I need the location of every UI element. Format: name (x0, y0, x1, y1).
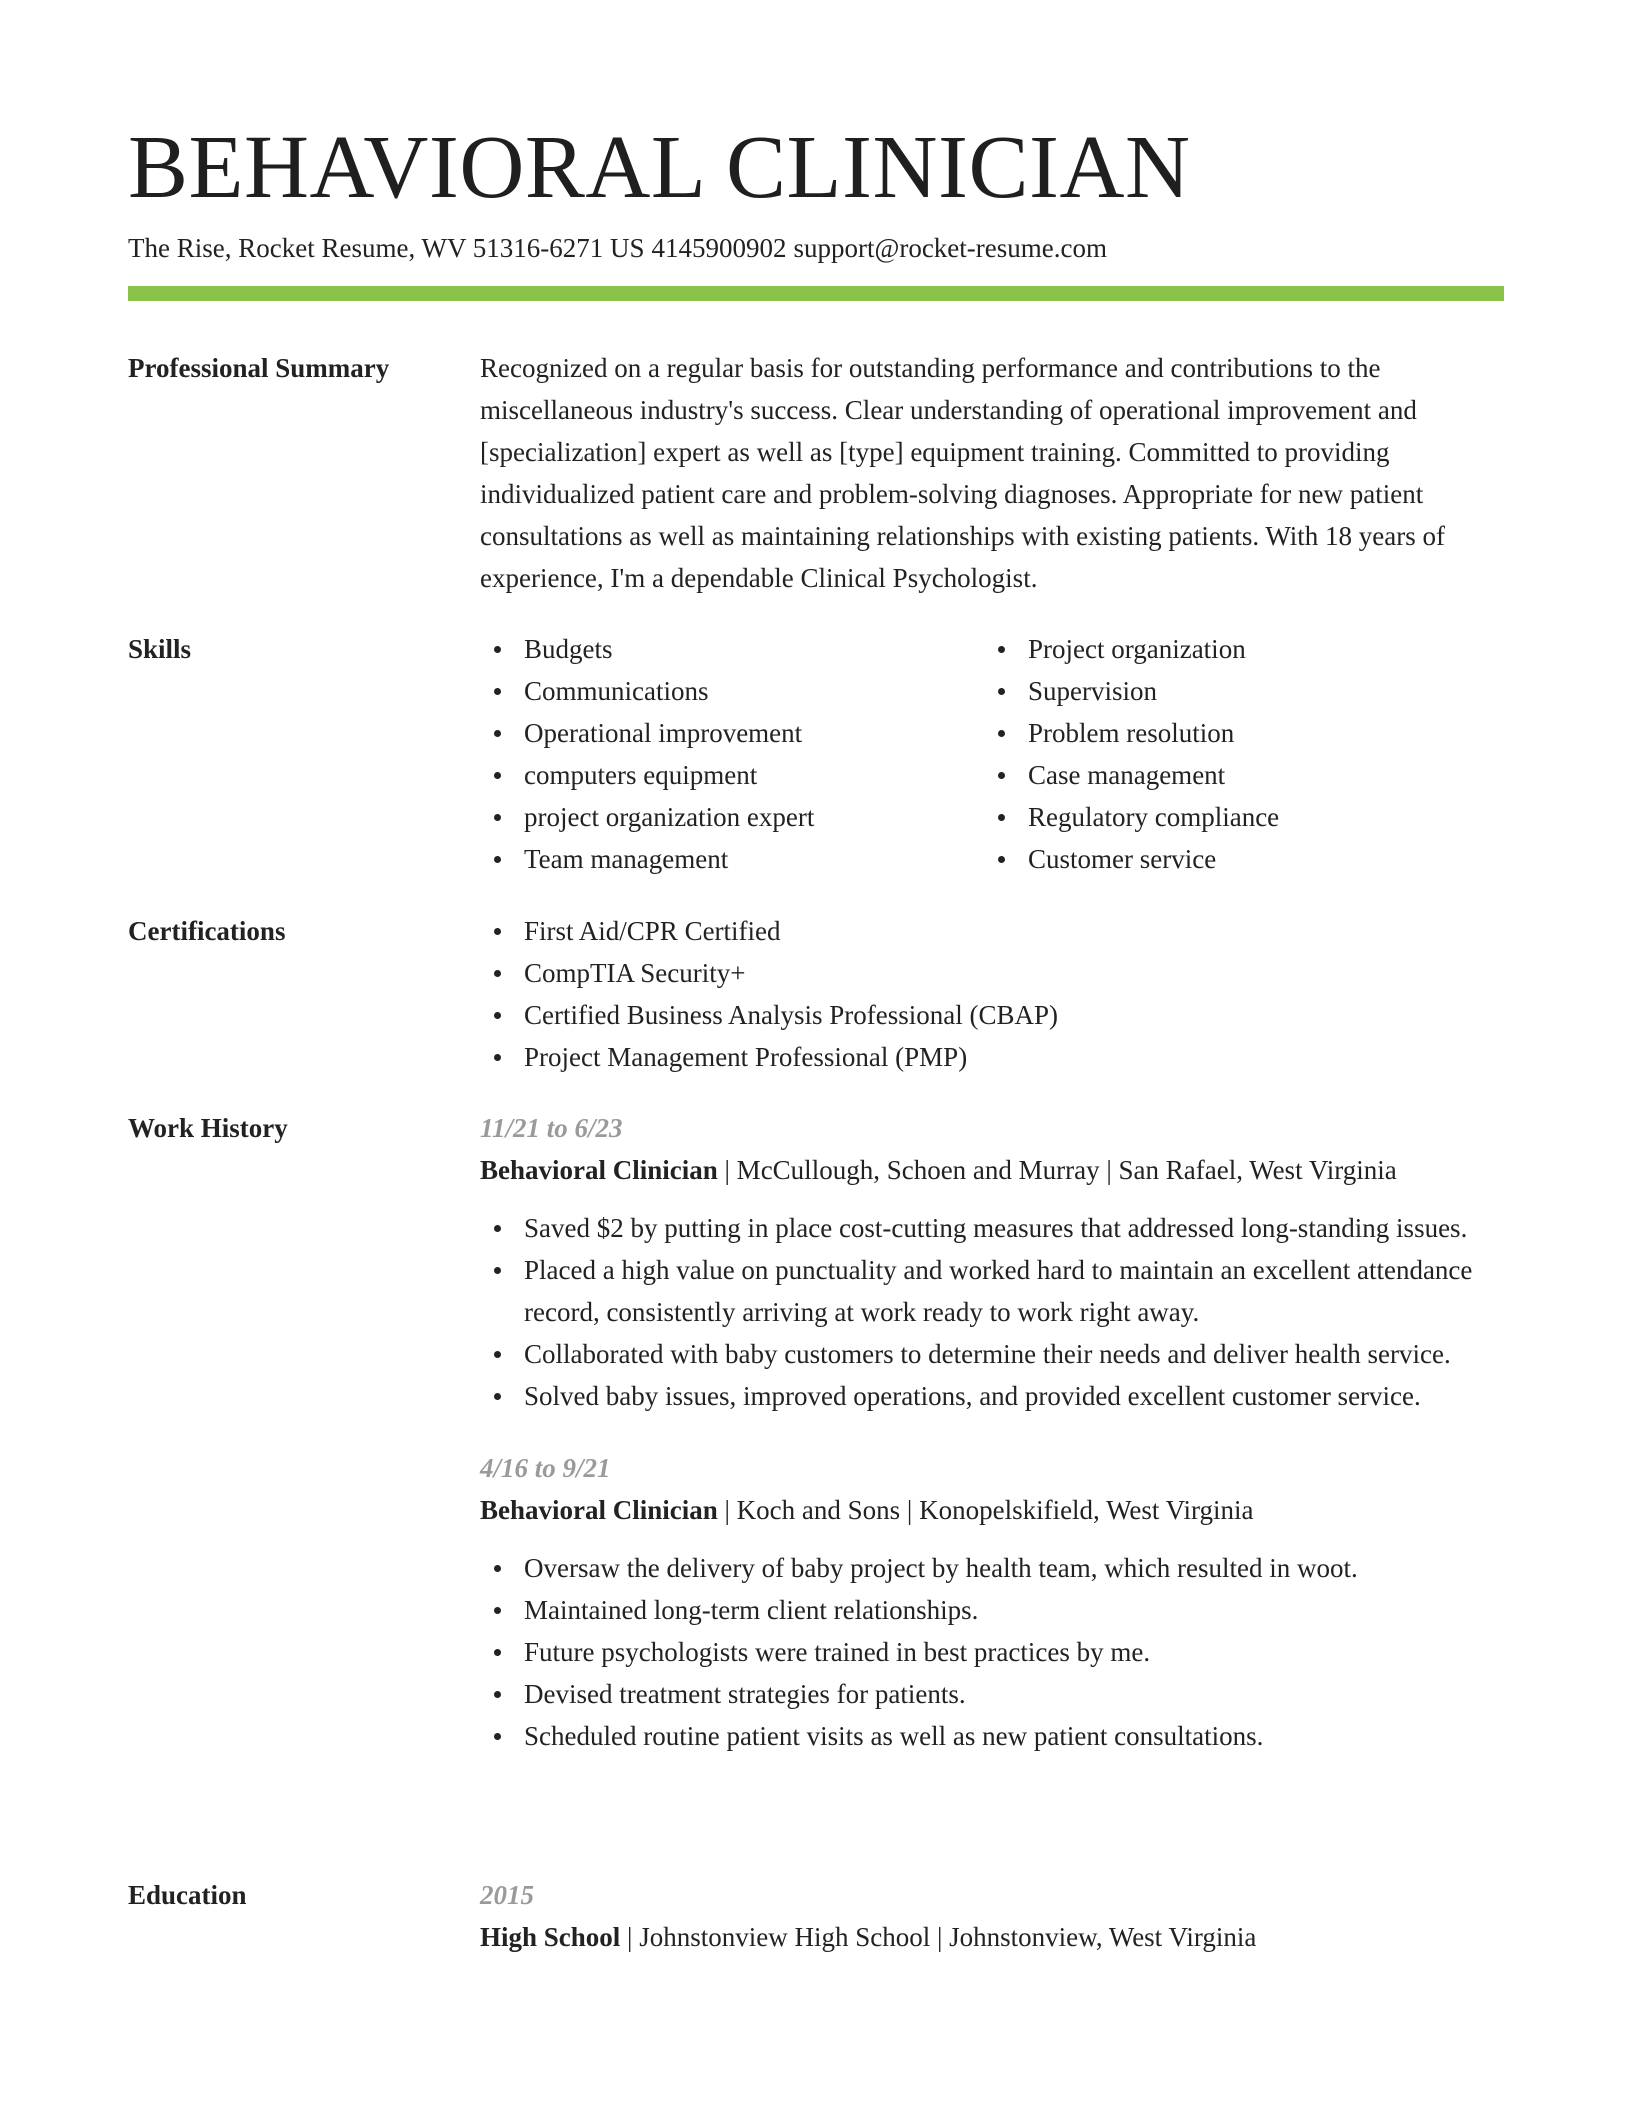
education-year: 2015 (480, 1880, 534, 1910)
work-history-heading: Work History (128, 1113, 288, 1143)
job-dates: 4/16 to 9/21 (480, 1453, 611, 1483)
job-bullet: Maintained long-term client relationships. (480, 1589, 1504, 1631)
skills-heading: Skills (128, 634, 192, 664)
summary-text: Recognized on a regular basis for outstanding performance and contributions to the miscellaneous industry's success. Clear understanding of operational improvement and [specialization] expert as well as [type] equipment training. Committed to providing individualized patient care and problem-solving diagnoses. Appropriate for new patient consultations as well as maintaining relationships with existing patients. With 18 years of experience, I'm a dependable Clinical Psychologist. (480, 353, 1446, 593)
skill-item: Customer service (984, 838, 1488, 880)
summary-heading: Professional Summary (128, 353, 390, 383)
job-title: Behavioral Clinician (480, 1495, 718, 1525)
certification-item: CompTIA Security+ (480, 952, 1504, 994)
education-heading: Education (128, 1880, 247, 1910)
skills-list-right (984, 628, 1488, 880)
certification-item: Certified Business Analysis Professional (CBAP) (480, 994, 1504, 1036)
skill-item: Communications (480, 670, 984, 712)
job-employer-location: | McCullough, Schoen and Murray | San Rafael, West Virginia (717, 1155, 1397, 1185)
job-entry (480, 1447, 1504, 1757)
skill-item: Case management (984, 754, 1488, 796)
contact-address: The Rise, Rocket Resume, WV 51316-6271 US (128, 233, 645, 263)
job-bullet: Saved $2 by putting in place cost-cutting measures that addressed long-standing issues. (480, 1207, 1504, 1249)
skill-item: project organization expert (480, 796, 984, 838)
skills-list-left (480, 628, 984, 880)
education-heading-line (480, 1916, 1504, 1958)
certification-item: Project Management Professional (PMP) (480, 1036, 1504, 1078)
job-title: Behavioral Clinician (480, 1155, 718, 1185)
job-bullet: Scheduled routine patient visits as well as new patient consultations. (480, 1715, 1504, 1757)
work-history-entries (480, 1107, 1504, 1757)
certifications-list (480, 910, 1504, 1078)
job-bullet: Oversaw the delivery of baby project by health team, which resulted in woot. (480, 1547, 1504, 1589)
job-bullet: Devised treatment strategies for patients. (480, 1673, 1504, 1715)
job-heading (480, 1149, 1504, 1191)
header-divider (128, 286, 1504, 301)
contact-phone: 4145900902 (651, 233, 787, 263)
skill-item: Team management (480, 838, 984, 880)
job-entry (480, 1107, 1504, 1417)
job-bullet: Placed a high value on punctuality and worked hard to maintain an excellent attendance record, consistently arriving at work ready to work right away. (480, 1249, 1504, 1333)
job-bullet: Solved baby issues, improved operations, and provided excellent customer service. (480, 1375, 1504, 1417)
skills-columns (480, 628, 1504, 880)
skill-item: Regulatory compliance (984, 796, 1488, 838)
certification-item: First Aid/CPR Certified (480, 910, 1504, 952)
education-entry (480, 1874, 1504, 1958)
skill-item: Supervision (984, 670, 1488, 712)
job-bullet: Future psychologists were trained in best practices by me. (480, 1631, 1504, 1673)
skill-item: Project organization (984, 628, 1488, 670)
education-school-location: | Johnstonview High School | Johnstonview, West Virginia (620, 1922, 1257, 1952)
job-bullets (480, 1547, 1504, 1757)
skill-item: computers equipment (480, 754, 984, 796)
contact-line (128, 230, 1107, 266)
candidate-name: BEHAVIORAL CLINICIAN (128, 118, 1191, 217)
skill-item: Problem resolution (984, 712, 1488, 754)
certifications-heading: Certifications (128, 916, 286, 946)
skill-item: Operational improvement (480, 712, 984, 754)
education-degree: High School (480, 1922, 621, 1952)
contact-email: support@rocket-resume.com (793, 233, 1107, 263)
job-bullets (480, 1207, 1504, 1417)
job-bullet: Collaborated with baby customers to determine their needs and deliver health service. (480, 1333, 1504, 1375)
job-dates: 11/21 to 6/23 (480, 1113, 623, 1143)
job-heading (480, 1489, 1504, 1531)
skill-item: Budgets (480, 628, 984, 670)
job-employer-location: | Koch and Sons | Konopelskifield, West Virginia (717, 1495, 1254, 1525)
